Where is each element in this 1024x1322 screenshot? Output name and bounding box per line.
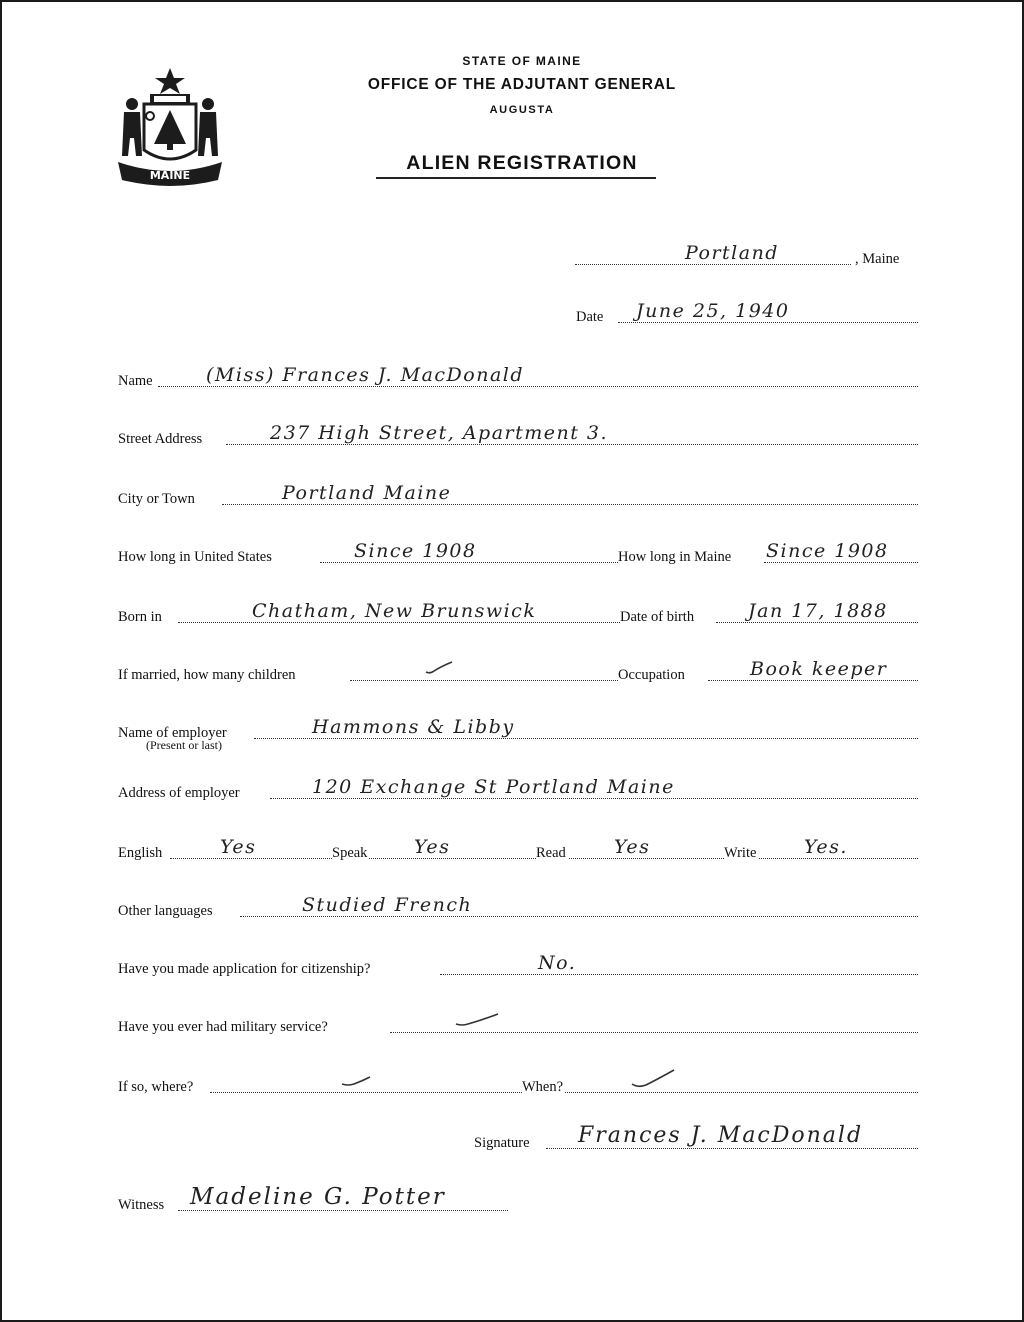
english-label: English bbox=[118, 845, 163, 861]
children-occupation-row bbox=[118, 656, 918, 686]
military-row bbox=[118, 1008, 918, 1038]
citizenship-row bbox=[118, 950, 918, 980]
when-label: When? bbox=[522, 1079, 564, 1095]
city-row bbox=[118, 480, 918, 510]
write-label: Write bbox=[724, 845, 757, 861]
born-value: Chatham, New Brunswick bbox=[252, 600, 537, 622]
witness-label: Witness bbox=[118, 1197, 165, 1213]
witness-row bbox=[118, 1186, 518, 1216]
where-when-row bbox=[118, 1068, 918, 1098]
me-time-label: How long in Maine bbox=[618, 549, 732, 565]
signature-label: Signature bbox=[474, 1135, 530, 1151]
employer-sublabel: (Present or last) bbox=[146, 738, 222, 752]
form-title: ALIEN REGISTRATION bbox=[406, 152, 638, 174]
street-row bbox=[118, 420, 918, 450]
other-languages-label: Other languages bbox=[118, 903, 213, 919]
us-time-value: Since 1908 bbox=[354, 540, 477, 562]
place-label: , Maine bbox=[855, 251, 900, 267]
employer-label: Name of employer bbox=[118, 725, 227, 741]
street-value: 237 High Street, Apartment 3. bbox=[270, 422, 609, 444]
witness-value: Madeline G. Potter bbox=[190, 1184, 446, 1210]
birth-row bbox=[118, 598, 918, 628]
employer-row bbox=[118, 714, 918, 744]
city-value: Portland Maine bbox=[282, 482, 452, 504]
svg-text:MAINE: MAINE bbox=[149, 169, 191, 182]
children-label: If married, how many children bbox=[118, 667, 296, 683]
name-value: (Miss) Frances J. MacDonald bbox=[206, 364, 525, 386]
other-languages-row bbox=[118, 892, 918, 922]
dob-label: Date of birth bbox=[620, 609, 695, 625]
where-check-mark-icon bbox=[340, 1074, 372, 1088]
employer-address-row bbox=[118, 774, 918, 804]
employer-address-label: Address of employer bbox=[118, 785, 240, 801]
citizenship-label: Have you made application for citizenship? bbox=[118, 961, 371, 977]
military-label: Have you ever had military service? bbox=[118, 1019, 328, 1035]
english-row bbox=[118, 834, 918, 864]
when-check-mark-icon bbox=[630, 1068, 676, 1090]
title-underline bbox=[376, 177, 656, 179]
signature-row bbox=[474, 1124, 930, 1154]
born-label: Born in bbox=[118, 609, 162, 625]
name-label: Name bbox=[118, 373, 153, 389]
speak-value: Yes bbox=[414, 836, 451, 858]
date-row bbox=[576, 298, 918, 328]
military-check-mark-icon bbox=[454, 1012, 500, 1028]
office-heading: OFFICE OF THE ADJUTANT GENERAL bbox=[367, 76, 677, 93]
children-check-mark-icon bbox=[424, 660, 454, 676]
date-label: Date bbox=[576, 309, 604, 325]
signature-value: Frances J. MacDonald bbox=[578, 1123, 864, 1148]
residence-row bbox=[118, 538, 918, 568]
place-row bbox=[575, 240, 920, 270]
dob-value: Jan 17, 1888 bbox=[748, 600, 888, 622]
speak-label: Speak bbox=[332, 845, 368, 861]
occupation-value: Book keeper bbox=[750, 658, 888, 680]
read-value: Yes bbox=[614, 836, 651, 858]
city-heading: AUGUSTA bbox=[489, 104, 555, 116]
read-label: Read bbox=[536, 845, 566, 861]
date-value: June 25, 1940 bbox=[636, 300, 790, 322]
place-value: Portland bbox=[685, 242, 779, 264]
where-label: If so, where? bbox=[118, 1079, 194, 1095]
citizenship-value: No. bbox=[538, 952, 577, 974]
employer-value: Hammons & Libby bbox=[312, 716, 515, 738]
state-heading: STATE OF MAINE bbox=[462, 54, 582, 68]
name-row bbox=[118, 362, 918, 392]
me-time-value: Since 1908 bbox=[766, 540, 889, 562]
other-languages-value: Studied French bbox=[302, 894, 473, 916]
occupation-label: Occupation bbox=[618, 667, 685, 683]
employer-address-value: 120 Exchange St Portland Maine bbox=[312, 776, 675, 798]
english-value: Yes bbox=[220, 836, 257, 858]
street-label: Street Address bbox=[118, 431, 203, 447]
write-value: Yes. bbox=[804, 836, 848, 858]
city-label: City or Town bbox=[118, 491, 195, 507]
us-time-label: How long in United States bbox=[118, 549, 272, 565]
